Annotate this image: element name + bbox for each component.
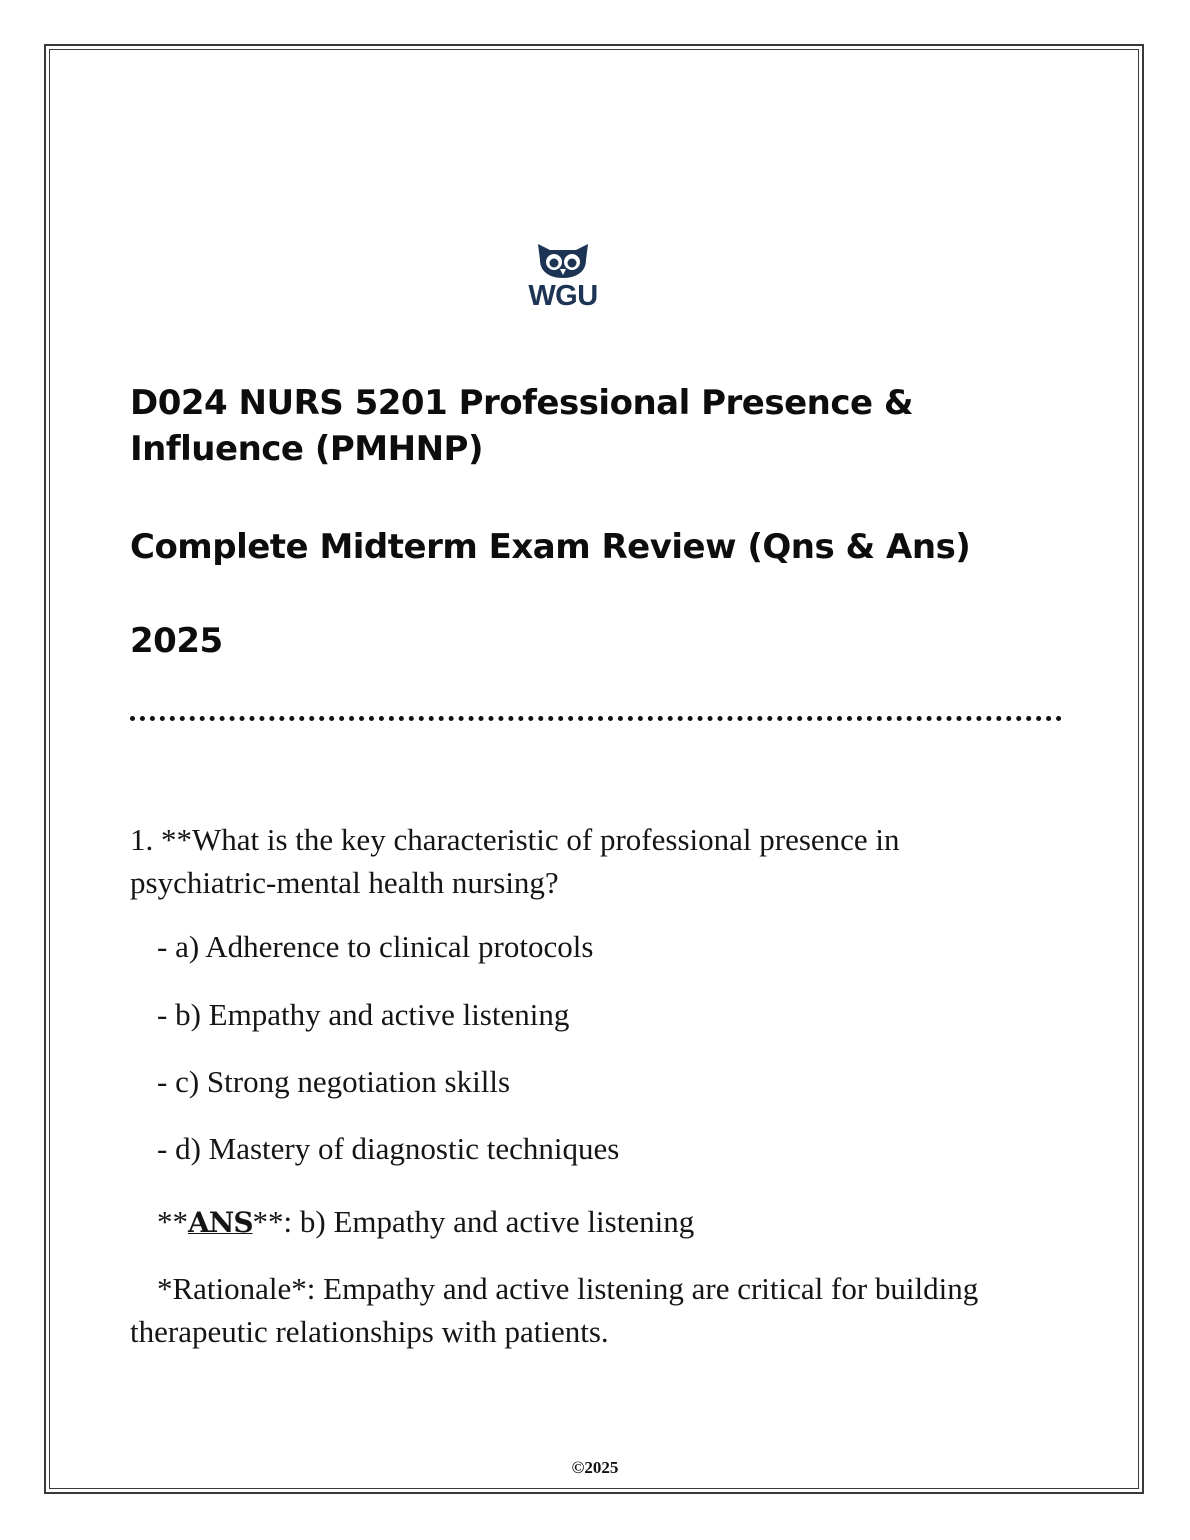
option-c: - c) Strong negotiation skills (157, 1064, 511, 1099)
option-a: - a) Adherence to clinical protocols (157, 929, 594, 964)
logo-text: WGU (528, 280, 598, 312)
answer-value: **: b) Empathy and active listening (252, 1204, 695, 1239)
option-d: - d) Mastery of diagnostic techniques (157, 1131, 620, 1166)
question-text: 1. **What is the key characteristic of professional presence in psychiatric-mental health nursing? (130, 822, 900, 900)
owl-icon (518, 240, 608, 280)
wgu-logo (518, 240, 608, 316)
answer-label: ANS (188, 1206, 253, 1239)
document-year: 2025 (130, 621, 223, 661)
document-title: D024 NURS 5201 Professional Presence & Influence (PMHNP) (130, 383, 914, 469)
copyright-footer: ©2025 (571, 1458, 619, 1477)
answer-line (157, 1200, 1057, 1244)
document-subtitle: Complete Midterm Exam Review (Qns & Ans) (130, 527, 971, 567)
rationale-text: *Rationale*: Empathy and active listening are critical for building therapeutic relationships with patients. (130, 1271, 979, 1349)
dotted-divider (130, 716, 1062, 721)
answer-prefix: ** (157, 1204, 188, 1239)
option-b: - b) Empathy and active listening (157, 997, 570, 1032)
